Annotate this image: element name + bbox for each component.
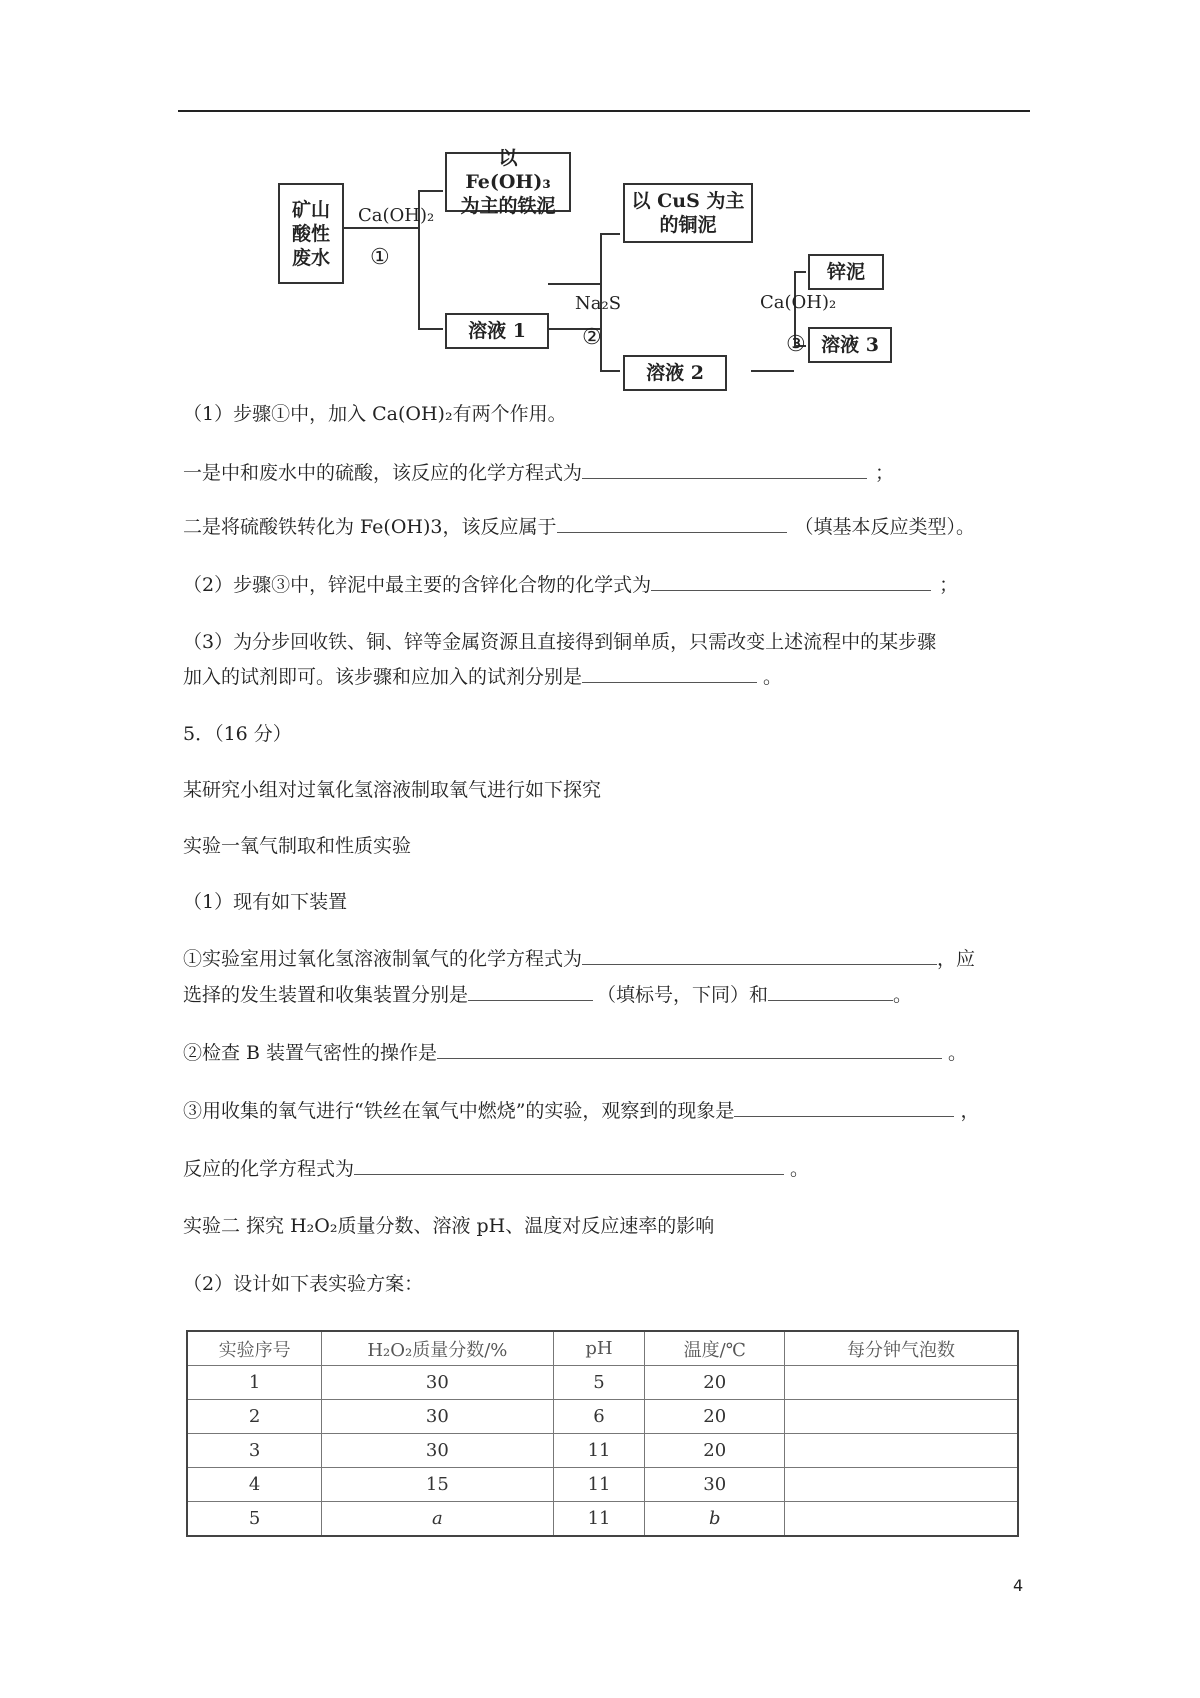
step2-number: ②: [582, 325, 602, 350]
sub1a-line: ①实验室用过氧化氢溶液制氧气的化学方程式为 ，应: [183, 948, 976, 970]
header-cell: 每分钟气泡数: [785, 1331, 1018, 1366]
header-cell: pH: [553, 1331, 645, 1366]
experiment1-title: 实验一氧气制取和性质实验: [183, 835, 412, 857]
answer-blank-3[interactable]: [651, 572, 931, 591]
sub2-line: ②检查 B 装置气密性的操作是 。: [183, 1042, 968, 1064]
sub1b-line: 选择的发生装置和收集装置分别是 （填标号，下同）和 。: [183, 984, 913, 1006]
q1a-line: 一是中和废水中的硫酸，该反应的化学方程式为 ；: [183, 462, 895, 484]
sub1-line: （1）现有如下装置: [183, 891, 348, 913]
answer-blank-10[interactable]: [354, 1156, 784, 1175]
solution3-box: 溶液 3: [808, 327, 892, 363]
answer-blank-7[interactable]: [768, 982, 893, 1001]
answer-blank-4[interactable]: [582, 664, 757, 683]
q2-line: （2）步骤③中，锌泥中最主要的含锌化合物的化学式为 ；: [183, 574, 959, 596]
flow-diagram: [270, 145, 970, 395]
q3b-line: 加入的试剂即可。该步骤和应加入的试剂分别是 。: [183, 666, 783, 688]
iron-mud-box: 以 Fe(OH)₃ 为主的铁泥: [445, 152, 571, 212]
step1-number: ①: [370, 245, 390, 270]
experiment2-title: 实验二 探究 H₂O₂质量分数、溶液 pH、温度对反应速率的影响: [183, 1215, 715, 1237]
solution2-box: 溶液 2: [623, 355, 727, 391]
solution1-box: 溶液 1: [445, 313, 549, 349]
zinc-mud-box: 锌泥: [808, 254, 884, 290]
experiment-table: [186, 1330, 1019, 1537]
header-cell: 实验序号: [187, 1331, 322, 1366]
bubble-count-cell[interactable]: [785, 1366, 1018, 1400]
header-rule: [178, 110, 1030, 112]
step3-reagent-label: Ca(OH)₂: [760, 292, 837, 313]
table-row: 5 a 11 b: [187, 1502, 1018, 1537]
bubble-count-cell[interactable]: [785, 1468, 1018, 1502]
bubble-count-cell[interactable]: [785, 1434, 1018, 1468]
sub3b-line: 反应的化学方程式为 。: [183, 1158, 810, 1180]
bubble-count-cell[interactable]: [785, 1400, 1018, 1434]
sub4-line: （2）设计如下表实验方案：: [183, 1273, 424, 1295]
bubble-count-cell[interactable]: [785, 1502, 1018, 1537]
answer-blank-9[interactable]: [734, 1098, 954, 1117]
step2-reagent: Na₂S: [575, 293, 622, 314]
header-cell: 温度/℃: [645, 1331, 785, 1366]
page-number: 4: [1013, 1576, 1024, 1595]
answer-blank-6[interactable]: [468, 982, 593, 1001]
sub3-line: ③用收集的氧气进行“铁丝在氧气中燃烧”的实验，观察到的现象是 ，: [183, 1100, 980, 1122]
q1-line: （1）步骤①中，加入 Ca(OH)₂有两个作用。: [183, 403, 567, 425]
step3-number: ③: [786, 332, 806, 357]
table-row: 3 30 11 20: [187, 1434, 1018, 1468]
answer-blank-8[interactable]: [437, 1040, 942, 1059]
table-row: 4 15 11 30: [187, 1468, 1018, 1502]
q3a-line: （3）为分步回收铁、铜、锌等金属资源且直接得到铜单质，只需改变上述流程中的某步骤: [183, 631, 937, 653]
answer-blank-5[interactable]: [582, 946, 937, 965]
table-header-row: [187, 1331, 1018, 1366]
answer-blank-1[interactable]: [582, 460, 867, 479]
table-row: 2 30 6 20: [187, 1400, 1018, 1434]
problem5-intro: 某研究小组对过氧化氢溶液制取氧气进行如下探究: [183, 779, 602, 801]
q1b-line: 二是将硫酸铁转化为 Fe(OH)3，该反应属于 （填基本反应类型）。: [183, 516, 976, 538]
answer-blank-2[interactable]: [557, 514, 787, 533]
copper-mud-box: 以 CuS 为主的铜泥: [623, 183, 753, 243]
problem5-heading: 5．（16 分）: [183, 723, 292, 745]
source-box: 矿山酸性废水: [278, 183, 344, 284]
table-row: 1 30 5 20: [187, 1366, 1018, 1400]
header-cell: H₂O₂质量分数/%: [322, 1331, 553, 1366]
step1-reagent: Ca(OH)₂: [358, 205, 435, 226]
